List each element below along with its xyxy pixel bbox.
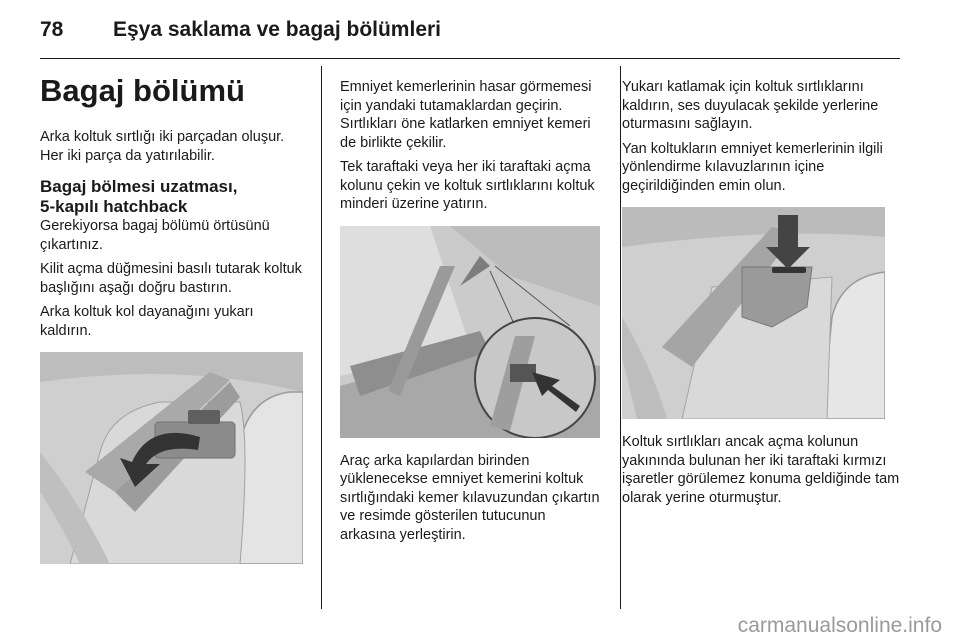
paragraph-armrest: Arka koltuk kol dayanağını yukarı kaldırın. <box>40 304 254 339</box>
paragraph-red-markers: Koltuk sırtlıkları ancak açma kolunun yakınında bulunan her iki taraftaki kırmızı işaretler görülemez konuma geldiğinde tam olarak yerine oturmuştur. <box>622 434 900 506</box>
figure-headrest-illustration <box>40 352 303 564</box>
figure-latch-illustration <box>622 207 885 419</box>
column-2 <box>340 78 605 550</box>
section-title: Bagaj bölümü <box>40 73 245 108</box>
chapter-title: Eşya saklama ve bagaj bölümleri <box>113 18 442 41</box>
paragraph-fold-up: Yukarı katlamak için koltuk sırtlıklarını kaldırın, ses duyulacak şekilde yerlerine oturmasını sağlayın. <box>622 79 879 132</box>
column-divider-2 <box>620 66 621 609</box>
column-divider-1 <box>321 66 322 609</box>
paragraph-release-lever: Tek taraftaki veya her iki taraftaki açma kolunu çekin ve koltuk sırtlıklarını koltuk minderi üzerine yatırın. <box>340 159 595 212</box>
subsection-title-line1: Bagaj bölmesi uzatması, <box>40 177 238 196</box>
paragraph-headrest: Kilit açma düğmesini basılı tutarak koltuk başlığını aşağı doğru bastırın. <box>40 261 302 296</box>
watermark: carmanualsonline.info <box>737 614 942 637</box>
intro-paragraph: Arka koltuk sırtlığı iki parçadan oluşur. Her iki parça da yatırılabilir. <box>40 129 285 164</box>
subsection-title <box>40 177 305 217</box>
figure-belt-holder-illustration <box>340 226 600 438</box>
header-rule <box>40 58 900 59</box>
paragraph-belt-routing: Yan koltukların emniyet kemerlerinin ilgili yönlendirme kılavuzlarının içine geçirildiğinden emin olun. <box>622 140 883 194</box>
paragraph-rear-door-loading: Araç arka kapılardan birinden yüklenecekse emniyet kemerini koltuk sırtlığındaki kemer kılavuzundan çıkartın ve resimde gösterilen tutucunun arkasına yerleştirin. <box>340 452 600 543</box>
column-1 <box>40 74 305 578</box>
subsection-title-line2: 5-kapılı hatchback <box>40 197 188 216</box>
column-3 <box>622 78 912 513</box>
page-number: 78 <box>40 18 64 41</box>
paragraph-cover: Gerekiyorsa bagaj bölümü örtüsünü çıkartınız. <box>40 218 270 253</box>
paragraph-belt-guides: Emniyet kemerlerinin hasar görmemesi için yandaki tutamaklardan geçirin. Sırtlıkları öne katlarken emniyet kemeri de birlikte çekilir. <box>340 79 592 151</box>
